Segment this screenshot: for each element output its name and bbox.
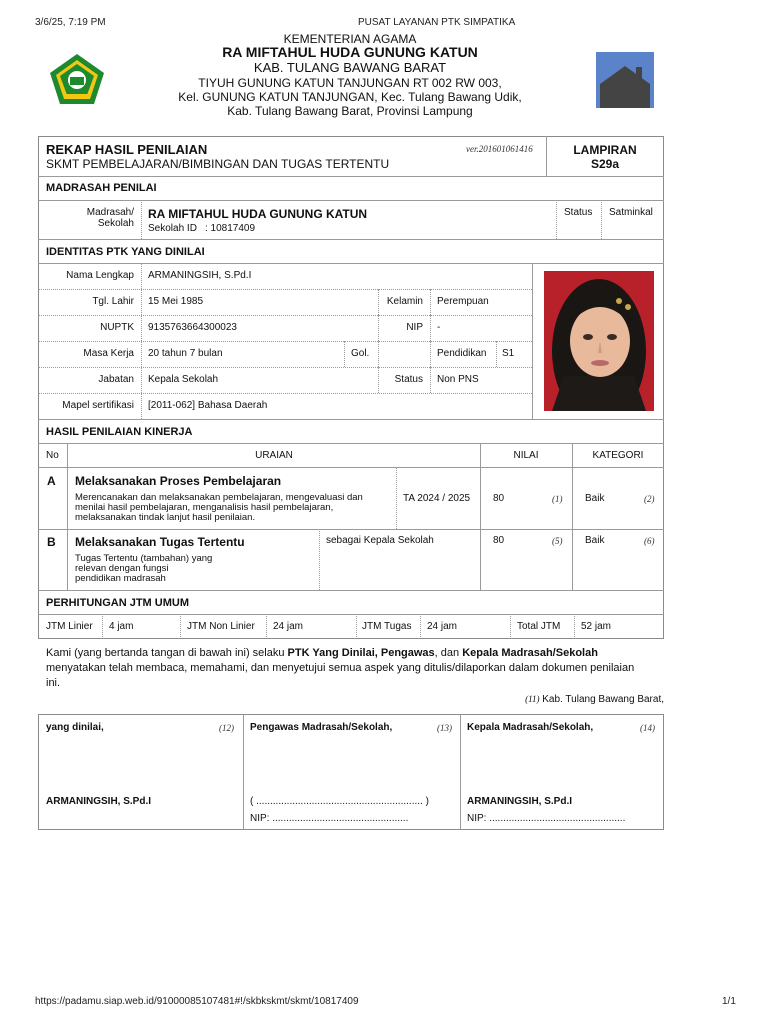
tgl-lahir-value: 15 Mei 1985 (148, 296, 204, 307)
kinerja-row-desc: relevan dengan fungsi (75, 563, 169, 574)
address-line-1: TIYUH GUNUNG KATUN TANJUNGAN RT 002 RW 003, (198, 76, 502, 90)
jtm-nonlinier-value: 24 jam (273, 621, 304, 632)
print-url: https://padamu.siap.web.id/91000085107481#!/skbkskmt/skmt/10817409 (35, 996, 359, 1007)
jtm-tugas-label: JTM Tugas (362, 621, 412, 632)
kinerja-row-kategori: Baik (585, 493, 605, 504)
signer-name: ( ............................................................ ) (250, 796, 429, 807)
kinerja-row-extra: sebagai Kepala Sekolah (326, 535, 434, 546)
print-title: PUSAT LAYANAN PTK SIMPATIKA (358, 17, 516, 28)
masa-kerja-label: Masa Kerja (83, 348, 134, 359)
jabatan-label: Jabatan (98, 374, 134, 385)
jtm-nonlinier-label: JTM Non Linier (187, 621, 255, 632)
signer-title: Kepala Madrasah/Sekolah, (467, 722, 594, 733)
sekolah-label: Sekolah (97, 218, 134, 229)
signer-ref: (12) (219, 723, 234, 733)
kinerja-row-no: A (47, 474, 56, 488)
tgl-lahir-label: Tgl. Lahir (92, 296, 134, 307)
kinerja-header-kategori: KATEGORI (592, 450, 644, 461)
signer-ref: (13) (437, 723, 452, 733)
print-datetime: 3/6/25, 7:19 PM (35, 17, 106, 28)
sekolah-id-label: Sekolah ID (148, 223, 197, 234)
kinerja-row-extra: TA 2024 / 2025 (403, 493, 471, 504)
pendidikan-label: Pendidikan (437, 348, 487, 359)
kinerja-header-nilai: NILAI (513, 450, 539, 461)
jtm-linier-value: 4 jam (109, 621, 134, 632)
signer-nip: NIP: ................................................. (467, 813, 626, 824)
house-icon (596, 52, 654, 108)
signer-name: ARMANINGSIH, S.Pd.I (467, 796, 573, 807)
teacher-photo (544, 271, 654, 411)
kinerja-row-desc: menilai hasil pembelajaran, menganalisis hasil pembelajaran, (75, 502, 334, 513)
address-line-2: Kel. GUNUNG KATUN TANJUNGAN, Kec. Tulang Bawang Udik, (178, 90, 522, 104)
gol-label: Gol. (351, 348, 370, 359)
employment-status-value: Non PNS (437, 374, 479, 385)
kinerja-row-kategori-ref: (6) (644, 536, 655, 546)
identity-section-title: IDENTITAS PTK YANG DINILAI (46, 246, 205, 258)
nip-value: - (437, 322, 441, 333)
signing-place: (11) Kab. Tulang Bawang Barat, (525, 694, 664, 705)
ministry-name: KEMENTERIAN AGAMA (283, 32, 417, 46)
kinerja-row-desc: Merencanakan dan melaksanakan pembelajaran, mengevaluasi dan (75, 492, 363, 503)
kelamin-label: Kelamin (386, 296, 423, 307)
school-name: RA MIFTAHUL HUDA GUNUNG KATUN (222, 44, 478, 60)
masa-kerja-value: 20 tahun 7 bulan (148, 348, 223, 359)
kinerja-row-nilai-ref: (5) (552, 536, 563, 546)
kelamin-value: Perempuan (437, 296, 489, 307)
madrasah-name: RA MIFTAHUL HUDA GUNUNG KATUN (148, 207, 368, 221)
kinerja-row-desc: Tugas Tertentu (tambahan) yang (75, 553, 213, 564)
signer-title: yang dinilai, (46, 722, 104, 733)
mapel-value: [2011-062] Bahasa Daerah (148, 400, 268, 411)
jtm-tugas-value: 24 jam (427, 621, 458, 632)
jtm-total-value: 52 jam (581, 621, 612, 632)
jtm-linier-label: JTM Linier (46, 621, 93, 632)
kinerja-row-nilai-ref: (1) (552, 494, 563, 504)
mapel-label: Mapel sertifikasi (62, 400, 134, 411)
madrasah-label: Madrasah/ (86, 207, 134, 218)
kinerja-row-no: B (47, 535, 56, 549)
sekolah-id-value: : 10817409 (205, 223, 256, 234)
regency-name: KAB. TULANG BAWANG BARAT (253, 60, 447, 75)
nuptk-label: NUPTK (100, 322, 134, 333)
kinerja-row-nilai: 80 (493, 493, 505, 504)
kinerja-row-kategori-ref: (2) (644, 494, 655, 504)
form-version: ver.201601061416 (466, 144, 533, 154)
madrasah-section-title: MADRASAH PENILAI (46, 182, 157, 194)
agreement-statement: Kami (yang bertanda tangan di bawah ini) selaku PTK Yang Dinilai, Pengawas, dan Kepala Madrasah/Sekolah menyatakan telah membaca, memahami, dan menyetujui semua aspek yang ditulis/dilaporkan dalam dokumen penilaian ini. (46, 647, 635, 689)
kinerja-header-uraian: URAIAN (255, 450, 293, 461)
signer-ref: (14) (640, 723, 655, 733)
employment-status-label: Status (394, 374, 423, 385)
kinerja-row-title: Melaksanakan Tugas Tertentu (75, 535, 245, 549)
lampiran-label: LAMPIRAN (573, 143, 637, 157)
kinerja-section-title: HASIL PENILAIAN KINERJA (46, 426, 193, 438)
madrasah-status-label: Status (564, 207, 593, 218)
nama-value: ARMANINGSIH, S.Pd.I (148, 270, 252, 281)
kinerja-row-desc: melaksanakan tindak lanjut hasil penilaian. (75, 512, 256, 523)
kinerja-row-nilai: 80 (493, 535, 505, 546)
jabatan-value: Kepala Sekolah (148, 374, 219, 385)
address-line-3: Kab. Tulang Bawang Barat, Provinsi Lampung (227, 104, 473, 118)
kinerja-row-desc: pendidikan madrasah (75, 573, 166, 584)
signer-title: Pengawas Madrasah/Sekolah, (250, 722, 393, 733)
pendidikan-value: S1 (502, 348, 515, 359)
signer-nip: NIP: ................................................. (250, 813, 409, 824)
signer-name: ARMANINGSIH, S.Pd.I (46, 796, 152, 807)
print-page-number: 1/1 (722, 996, 736, 1007)
kinerja-row-title: Melaksanakan Proses Pembelajaran (75, 474, 282, 488)
kinerja-header-no: No (46, 450, 59, 461)
lampiran-code: S29a (590, 157, 620, 171)
nip-label: NIP (406, 322, 423, 333)
madrasah-status-value: Satminkal (609, 207, 653, 218)
nuptk-value: 9135763664300023 (148, 322, 237, 333)
form-subtitle: SKMT PEMBELAJARAN/BIMBINGAN DAN TUGAS TERTENTU (46, 157, 390, 171)
form-title: REKAP HASIL PENILAIAN (46, 142, 208, 157)
kinerja-row-kategori: Baik (585, 535, 605, 546)
jtm-section-title: PERHITUNGAN JTM UMUM (46, 597, 189, 609)
kemenag-logo-icon (48, 53, 106, 105)
jtm-total-label: Total JTM (517, 621, 561, 632)
nama-label: Nama Lengkap (66, 270, 134, 281)
